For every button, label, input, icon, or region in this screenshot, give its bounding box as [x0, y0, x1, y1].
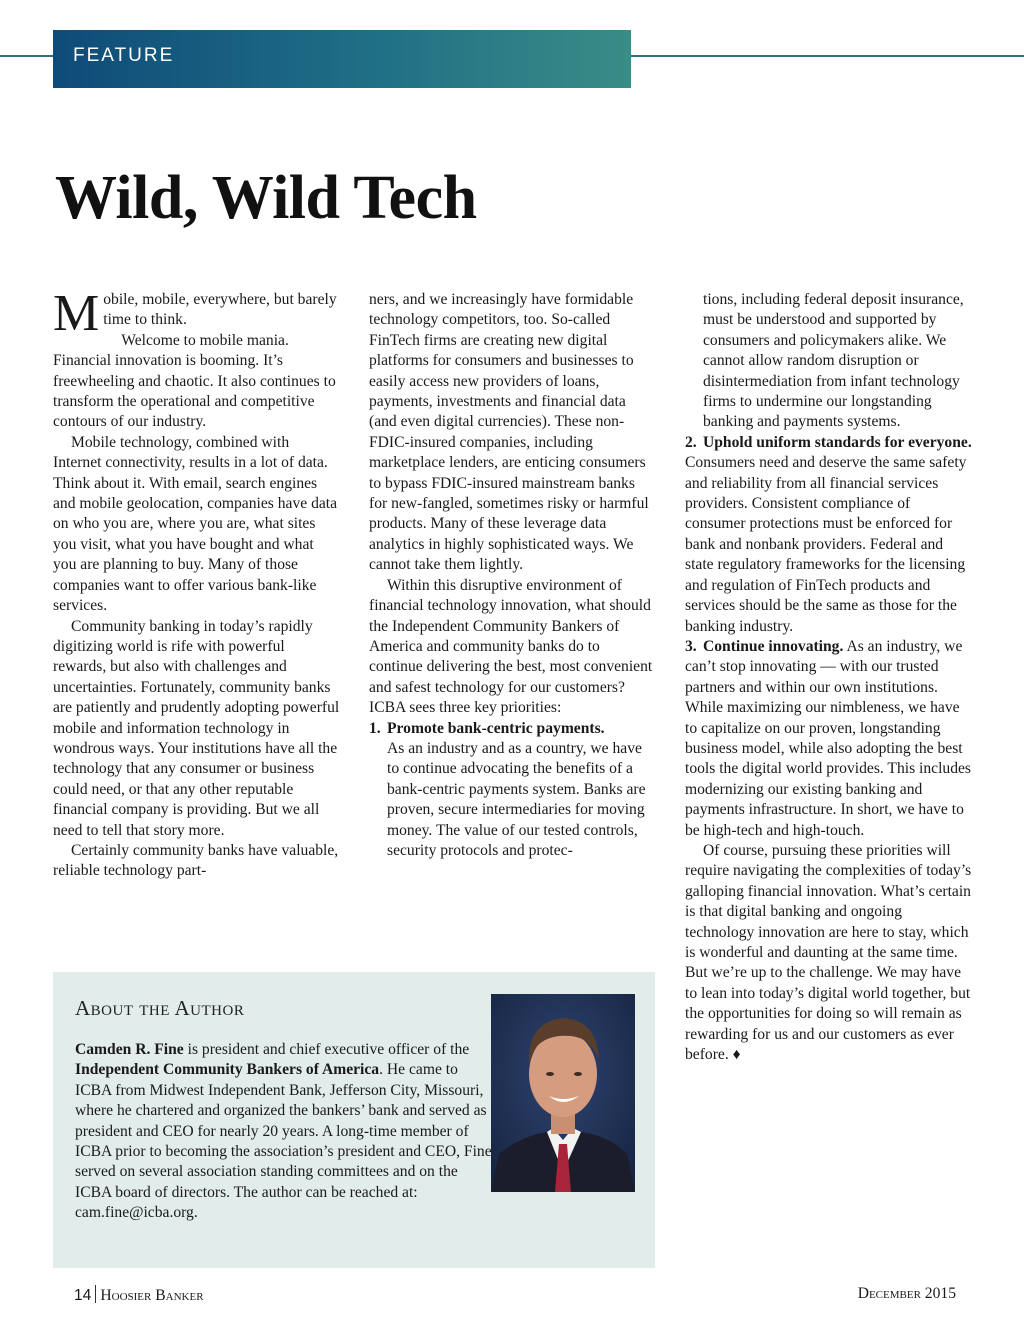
magazine-name: Hoosier Banker [100, 1287, 204, 1304]
priority-item-2 [685, 433, 972, 637]
paragraph [53, 285, 340, 342]
paragraph: ners, and we increasingly have formidable technology competitors, too. So-called FinTech firms are creating new digital platforms for consumers and businesses to easily access new providers of loans, payments, investments and financial data (and even digital currencies). These non-FDIC-insured companies, including marketplace lenders, are enticing consumers to bypass FDIC-insured mainstream banks for new-fangled, sometimes risky or harmful products. Many of these leverage data analytics in highly sophisticated ways. We cannot take them lightly. [369, 291, 649, 574]
priority-body: Consumers need and deserve the same safety and reliability from all financial services providers. Consistent compliance of consumer protections must be enforced for bank and nonbank providers. Federal and state regulatory frameworks for the licensing and regulation of FinTech products and services should be the same as those for the banking industry. [685, 454, 967, 635]
end-mark-icon: ♦ [732, 1046, 741, 1064]
paragraph: Welcome to mobile mania. Financial innovation is booming. It’s freewheeling and chaotic. It also continues to transform the operational and competitive contours of our industry. [53, 331, 336, 431]
bio-text: . He came to ICBA from Midwest Independent Bank, Jefferson City, Missouri, where he chartered and organized the bankers’ bank and served as president and CEO for nearly 20 years. A long-time member of ICBA prior to becoming the association’s president and CEO, Fine served on several association standing committees and on the ICBA board of directors. The author can be reached at: cam.fine@icba.org. [75, 1061, 492, 1222]
paragraph: Certainly community banks have valuable, reliable technology part- [53, 841, 339, 880]
paragraph: Within this disruptive environment of financial technology innovation, what should the Independent Community Bankers of America and community banks do to continue delivering the best, most convenient and safest technology for our customers? ICBA sees three key priorities: [369, 576, 653, 717]
author-organization: Independent Community Bankers of America [75, 1061, 380, 1079]
paragraph: Mobile technology, combined with Internet connectivity, results in a lot of data. Think about it. With email, search engines and mobile geolocation, companies have data on who you are, where you are, what sites you visit, what you have bought and what you are planning to buy. Many of those companies want to offer various bank-like services. [53, 433, 338, 615]
about-author-box [53, 972, 655, 1268]
priority-item-3 [685, 637, 972, 841]
priority-body: As an industry and as a country, we have to continue advocating the benefits of a bank-centric payments system. Banks are proven, secure intermediaries for moving money. The value of our tested controls, security protocols and protec- [387, 739, 646, 859]
priority-body-continued: tions, including federal deposit insurance, must be understood and supported by consumers and policymakers alike. We cannot allow random disruption or disintermediation from infant technology firms to undermine our longstanding banking and payments systems. [703, 291, 964, 431]
section-label: FEATURE [73, 45, 175, 66]
bio-text: is president and chief executive officer of the [183, 1041, 470, 1058]
paragraph-text: obile, mobile, everywhere, but barely time to think. [103, 291, 337, 329]
footer-publication [74, 1285, 204, 1305]
page-number: 14 [74, 1287, 92, 1304]
priority-heading: Continue innovating. [703, 637, 844, 655]
paragraph: Community banking in today’s rapidly digitizing world is rife with powerful rewards, but also with challenges and uncertainties. Fortunately, community banks are patiently and prudently adopting powerful mobile and information technology in wondrous ways. Your institutions have all the technology that any consumer or business could need, or that any other reputable financial company is providing. But we all need to tell that story more. [53, 617, 340, 839]
article-title: Wild, Wild Tech [55, 164, 477, 232]
about-author-heading: About the Author [75, 996, 245, 1020]
paragraph [685, 841, 972, 1065]
paragraph-text: Of course, pursuing these priorities will require navigating the complexities of today’s galloping financial innovation. What’s certain is that digital banking and ongoing technology innovation are here to stay, which is wonderful and daunting at the same time. But we’re up to the challenge. We may have to lean into today’s digital world together, but the opportunities for doing so will remain as rewarding for us and our customers as ever before. [685, 841, 972, 1064]
column-3 [685, 290, 972, 1065]
priority-heading: Uphold uniform standards for everyone. [703, 433, 972, 451]
footer-divider [95, 1285, 96, 1303]
priority-body: As an industry, we can’t stop innovating — with our trusted partners and within our own institutions. While maximizing our nimbleness, we have to capitalize on our proven, longstanding business model, while also adopting the best tools the digital world provides. This includes modernizing our existing banking and payments infrastructure. In short, we have to be high-tech and high-touch. [685, 637, 972, 839]
issue-date: December 2015 [857, 1285, 956, 1302]
author-bio [75, 1040, 635, 1224]
photo-wrap-spacer [493, 1040, 635, 1194]
section-banner [53, 30, 631, 88]
author-name: Camden R. Fine [75, 1041, 184, 1058]
column-2 [369, 290, 656, 861]
priority-number: 2. [685, 433, 697, 451]
priority-heading: Promote bank-centric payments. [387, 719, 605, 737]
priority-item-1 [369, 719, 656, 739]
priority-number: 3. [685, 637, 697, 655]
priority-number: 1. [369, 719, 381, 737]
column-1 [53, 285, 340, 882]
drop-cap: M [53, 285, 100, 342]
